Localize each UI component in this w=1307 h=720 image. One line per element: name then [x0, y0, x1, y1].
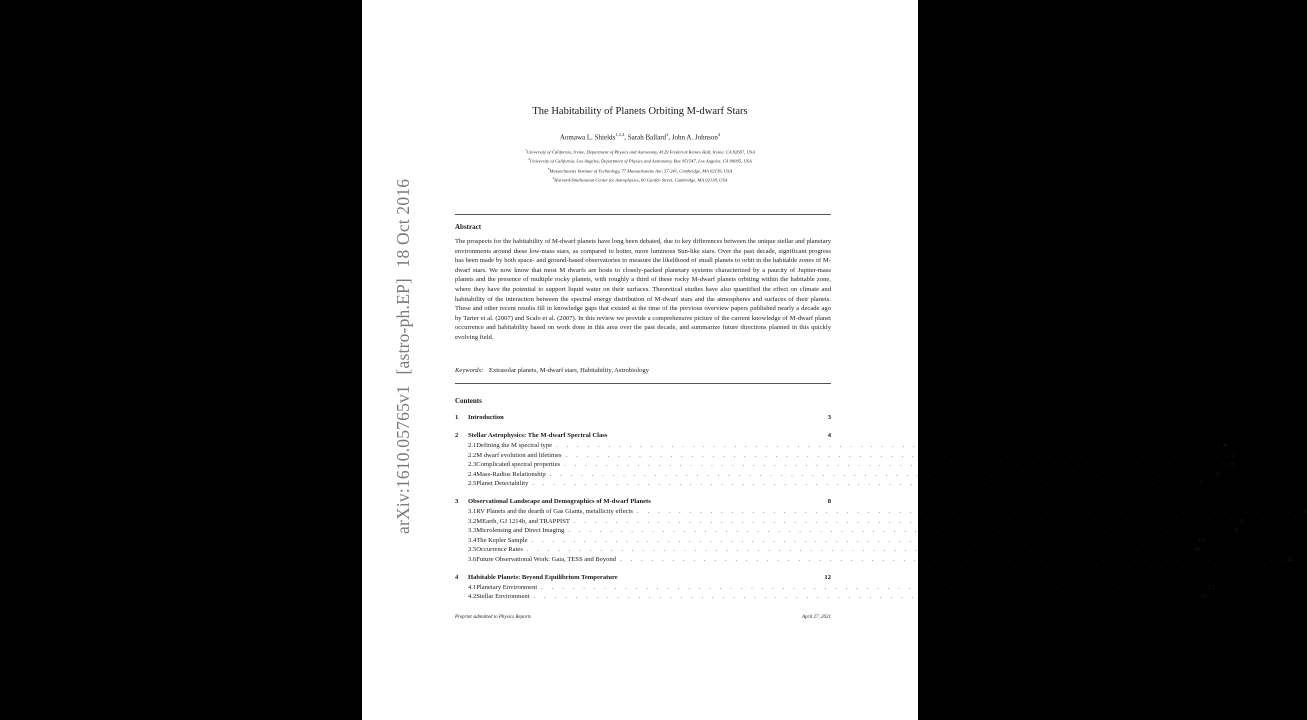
toc-gap: [455, 489, 831, 497]
toc-subsection-row[interactable]: [455, 441, 1226, 451]
toc-subsection-row[interactable]: [455, 451, 1236, 461]
toc-leader-dots: . . . . . . . . . . . . . . . . . . . . . . . . . . . . . . . . . . . . . . . . . . . . . . . . . . . . . . . . . . . . . . . .: [619, 555, 1287, 563]
toc-subsection-number: 2.3: [468, 461, 477, 469]
affiliation-text: Harvard-Smithsonian Center for Astrophysics, 60 Garden Street, Cambridge, MA 02138, USA: [554, 177, 728, 183]
toc-section-title: Habitable Planets: Beyond Equilibrium Temperature: [468, 573, 618, 581]
toc-section-page: 3: [827, 414, 831, 421]
author-list: [362, 132, 918, 141]
toc-leader-dots: . . . . . . . . . . . . . . . . . . . . . . . . . . . . . . . . . . . . . . . . . . . . . . . . . . . . . . . . . . . . . . . .: [533, 593, 1201, 601]
toc-gap: [455, 565, 831, 573]
toc-subsection-row[interactable]: [455, 545, 1201, 555]
toc-subsection-page: 7: [1199, 480, 1203, 488]
toc-subsection-title: Stellar Environment: [476, 593, 530, 601]
affiliation-line: [362, 175, 918, 184]
toc-leader-dots: . . . . . . . . . . . . . . . . . . . . . . . . . . . . . . . . . . . . . . . . . . . . . . . . . . . . . . . . . . . . . . . .: [541, 583, 1208, 591]
author-name: Aomawa L. Shields: [559, 133, 616, 142]
toc-subsection-number: 2.2: [468, 451, 477, 459]
toc-subsection-page: 13: [1207, 583, 1215, 591]
toc-subsection-title: Mass-Radius Relationship: [476, 470, 546, 478]
toc-subsection-title: Occurrence Rates: [476, 546, 523, 554]
toc-subsection-row[interactable]: [455, 507, 1307, 517]
toc-subsection-title: Complicated spectral properties: [476, 461, 561, 469]
toc-subsection-page: 5: [1230, 461, 1234, 469]
affiliation-marker: 1: [525, 148, 527, 152]
affiliation-text: University of California, Los Angeles, Department of Physics and Astronomy, Box 951547, Los Angeles, CA 90095, USA: [529, 158, 752, 164]
toc-subsection-number: 2.4: [468, 470, 477, 478]
table-of-contents: [455, 413, 1307, 602]
affiliation-line: [362, 166, 918, 175]
toc-subsection-number: 2.5: [468, 480, 477, 488]
affiliation-marker: 4: [552, 175, 555, 180]
toc-subsection-page: 15: [1200, 593, 1207, 601]
toc-subsection-page: 4: [1222, 442, 1226, 449]
toc-subsection-row[interactable]: [455, 470, 1220, 480]
toc-subsection-row[interactable]: [455, 517, 1244, 527]
toc-section-page: 8: [827, 497, 831, 505]
toc-subsection-row[interactable]: [455, 536, 1205, 546]
toc-subsection-title: M dwarf evolution and lifetimes: [476, 451, 562, 459]
toc-subsection-number: 3.2: [468, 517, 477, 525]
affiliation-line: [362, 156, 918, 165]
toc-subsection-page: 9: [1240, 517, 1244, 525]
arxiv-category: [astro-ph.EP]: [393, 278, 413, 375]
toc-subsection-row[interactable]: [455, 526, 1239, 536]
author-affil-marker: 1,2,4: [615, 132, 625, 137]
abstract-heading: Abstract: [455, 223, 482, 231]
toc-subsection-title: The Kepler Sample: [476, 536, 528, 544]
author-affil-marker: 3: [666, 132, 669, 137]
author-separator: ,: [668, 133, 672, 142]
toc-leader-dots: . . . . . . . . . . . . . . . . . . . . . . . . . . . . . . . . . . . . . . . . . . . . . . . . . . . . . . . . . . . . . . . .: [549, 470, 1217, 478]
toc-leader-dots: . . . . . . . . . . . . . . . . . . . . . . . . . . . . . . . . . . . . . . . . . . . . . . . . . . . . . . . . . . . . . . . .: [564, 461, 1231, 469]
toc-section-number: 2: [455, 432, 459, 439]
toc-subsection-number: 3.3: [468, 527, 477, 535]
toc-subsection-page: 10: [1198, 536, 1205, 544]
toc-subsection-row[interactable]: [455, 460, 1234, 470]
arxiv-date: 18 Oct 2016: [393, 178, 413, 268]
toc-section-number: 1: [455, 414, 459, 421]
toc-subsection-title: Future Observational Work: Gaia, TESS and Beyond: [476, 555, 616, 563]
toc-section-page: 12: [824, 573, 831, 581]
toc-subsection-number: 2.1: [468, 442, 477, 449]
affiliation-line: [362, 147, 918, 156]
author-separator: ,: [624, 133, 628, 142]
toc-subsection-title: Microlensing and Direct Imaging: [476, 527, 565, 535]
footer-date: April 27, 2021: [801, 615, 831, 620]
toc-leader-dots: . . . . . . . . . . . . . . . . . . . . . . . . . . . . . . . . . . . . . . . . . . . . . . . . . . . . . . . . . . . . . . . .: [565, 451, 1233, 459]
toc-leader-dots: . . . . . . . . . . . . . . . . . . . . . . . . . . . . . . . . . . . . . . . . . . . . . . . . . . . . . . . . . . . . . . . .: [556, 442, 1223, 449]
arxiv-id: arXiv:1610.05765v1: [393, 385, 413, 534]
toc-section-page: 4: [827, 432, 831, 439]
toc-leader-dots: . . . . . . . . . . . . . . . . . . . . . . . . . . . . . . . . . . . . . . . . . . . . . . . . . . . . . . . . . . . . . . . .: [568, 527, 1235, 535]
toc-subsection-title: MEarth, GJ 1214b, and TRAPPIST: [476, 517, 570, 525]
toc-subsection-number: 4.2: [468, 593, 477, 601]
toc-leader-dots: . . . . . . . . . . . . . . . . . . . . . . . . . . . . . . . . . . . . . . . . . . . . . . . . . . . . . . . . . . . . . . . .: [531, 536, 1199, 544]
paper-title: The Habitability of Planets Orbiting M-dwarf Stars: [532, 106, 748, 117]
affiliation-marker: 3: [547, 166, 550, 171]
bottom-rule: [455, 383, 831, 384]
author-name: John A. Johnson: [671, 133, 718, 142]
toc-subsection-number: 3.4: [468, 536, 477, 544]
toc-section-title: Stellar Astrophysics: The M-dwarf Spectral Class: [468, 432, 608, 439]
toc-subsection-page: 10: [1193, 546, 1201, 554]
toc-subsection-row[interactable]: [455, 592, 1207, 602]
toc-subsection-page: 8: [1303, 507, 1307, 515]
keywords-line: [455, 367, 649, 374]
affiliation-list: [362, 147, 918, 184]
toc-section-row[interactable]: [455, 413, 831, 423]
toc-subsection-number: 3.1: [468, 507, 477, 515]
toc-section-title: Introduction: [468, 414, 504, 421]
toc-section-row[interactable]: [455, 573, 831, 583]
footer-preprint-note: Preprint submitted to Physics Reports: [455, 615, 531, 620]
arxiv-stamp: [393, 173, 414, 534]
toc-subsection-title: Planetary Environment: [476, 583, 538, 591]
toc-leader-dots: . . . . . . . . . . . . . . . . . . . . . . . . . . . . . . . . . . . . . . . . . . . . . . . . . . . . . . . . . . . . . . . .: [532, 480, 1199, 488]
toc-section-number: 4: [455, 573, 459, 581]
toc-subsection-row[interactable]: [455, 479, 1203, 489]
toc-subsection-number: 3.5: [468, 546, 477, 554]
toc-leader-dots: . . . . . . . . . . . . . . . . . . . . . . . . . . . . . . . . . . . . . . . . . . . . . . . . . . . . . . . . . . . . . . . .: [636, 507, 1304, 515]
affiliation-text: University of California, Irvine, Department of Physics and Astronomy, 4129 Frederick Reines Hall, Irvine, CA 92697, USA: [526, 149, 755, 155]
toc-subsection-page: 12: [1286, 555, 1294, 563]
keywords-label: Keywords:: [455, 367, 484, 374]
toc-leader-dots: . . . . . . . . . . . . . . . . . . . . . . . . . . . . . . . . . . . . . . . . . . . . . . . . . . . . . . . . . . . . . . . .: [573, 517, 1241, 525]
toc-subsection-page: 5: [1232, 451, 1236, 459]
author-affil-marker: 4: [717, 132, 721, 137]
toc-subsection-title: RV Planets and the dearth of Gas Giants, metallicity effects: [476, 507, 633, 515]
toc-leader-dots: . . . . . . . . . . . . . . . . . . . . . . . . . . . . . . . . . . . . . . . . . . . . . . . . . . . . . . . . . . . . . . . .: [526, 546, 1194, 554]
keywords-text: Extrasolar planets, M-dwarf stars, Habitability, Astrobiology: [488, 367, 649, 374]
toc-subsection-number: 4.1: [468, 583, 477, 591]
top-rule: [455, 214, 831, 215]
toc-gap: [455, 423, 831, 431]
toc-subsection-row[interactable]: [455, 583, 1215, 593]
toc-subsection-number: 3.6: [468, 555, 477, 563]
toc-subsection-row[interactable]: [455, 555, 1294, 565]
abstract-body: The prospects for the habitability of M-dwarf planets have long been debated, due to key differences between the unique stellar and planetary environments around these low-mass stars, as compared to hotter, more luminous Sun-like stars. Over the past decade, significant progress has been made by both space- and ground-based observatories to measure the likelihood of small planets to orbit in the habitable zones of M-dwarf stars. We now know that most M dwarfs are hosts to closely-packed planetary systems characterized by a paucity of Jupiter-mass planets and the presence of multiple rocky planets, with roughly a third of these rocky M-dwarf planets orbiting within the habitable zone, where they have the potential to support liquid water on their surfaces. Theoretical studies have also quantified the effect on climate and habitability of the interaction between the spectral energy distribution of M-dwarf stars and the atmospheres and surfaces of their planets. These and other recent results fill in knowledge gaps that existed at the time of the previous overview papers published nearly a decade ago by Tarter et al. (2007) and Scalo et al. (2007). In this review we provide a comprehensive picture of the current knowledge of M-dwarf planet occurrence and habitability based on work done in this area over the past decade, and summarize future directions planned in this quickly evolving field.: [455, 238, 831, 341]
contents-heading: Contents: [455, 397, 482, 405]
toc-subsection-title: Planet Detectability: [476, 480, 529, 488]
author-name: Sarah Ballard: [627, 133, 667, 142]
toc-section-number: 3: [455, 497, 459, 505]
toc-subsection-page: 9: [1234, 527, 1239, 535]
toc-section-title: Observational Landscape and Demographics of M-dwarf Planets: [468, 497, 651, 505]
toc-section-row[interactable]: [455, 431, 831, 441]
affiliation-text: Massachusetts Institute of Technology, 77 Massachusetts Ave, 37-241, Cambridge, MA 02139, USA: [549, 168, 733, 174]
toc-section-row[interactable]: [455, 497, 831, 507]
affiliation-marker: 2: [528, 157, 530, 162]
toc-subsection-page: 6: [1216, 470, 1220, 478]
toc-subsection-title: Defining the M spectral type: [476, 442, 553, 449]
